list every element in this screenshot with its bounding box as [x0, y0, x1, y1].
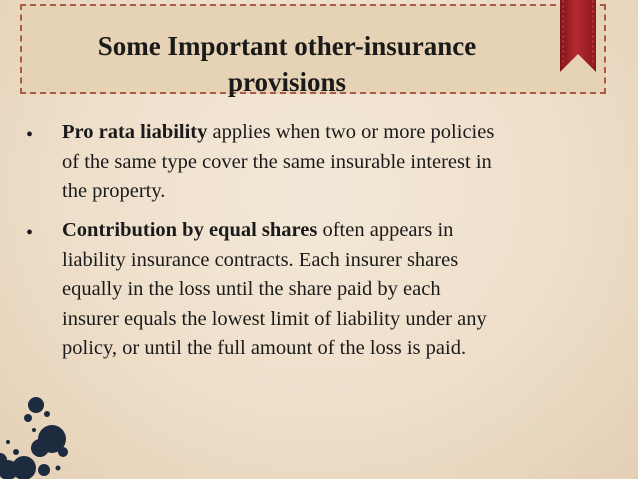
- bullet-dot-icon: •: [26, 222, 34, 244]
- bullet-text: the property.: [62, 180, 166, 202]
- slide-title: [52, 28, 522, 100]
- bullet-text: insurer equals the lowest limit of liability under any: [62, 307, 487, 330]
- bullet-text: often appears in: [317, 219, 454, 241]
- bullet-dot-icon: •: [26, 124, 34, 146]
- bullet-text: liability insurance contracts. Each insurer shares: [62, 248, 459, 271]
- bullet-lead: Contribution by equal shares: [62, 219, 318, 241]
- bullet-text: policy, or until the full amount of the loss is paid.: [62, 337, 467, 359]
- bullet-text: equally in the loss until the share paid by each: [62, 278, 441, 300]
- title-line-2: provisions: [227, 67, 347, 97]
- title-box: [20, 4, 606, 97]
- title-line-1: Some Important other-insurance: [97, 31, 477, 61]
- bullet-item-contribution: [62, 216, 622, 364]
- bullet-text: of the same type cover the same insurable interest in: [62, 150, 492, 173]
- bullet-lead: Pro rata liability: [62, 121, 208, 143]
- bullet-item-pro-rata: [62, 118, 622, 207]
- bullet-text: applies when two or more policies: [207, 121, 495, 143]
- ink-splatter-icon: [0, 390, 80, 479]
- bookmark-ribbon-icon: [558, 0, 598, 72]
